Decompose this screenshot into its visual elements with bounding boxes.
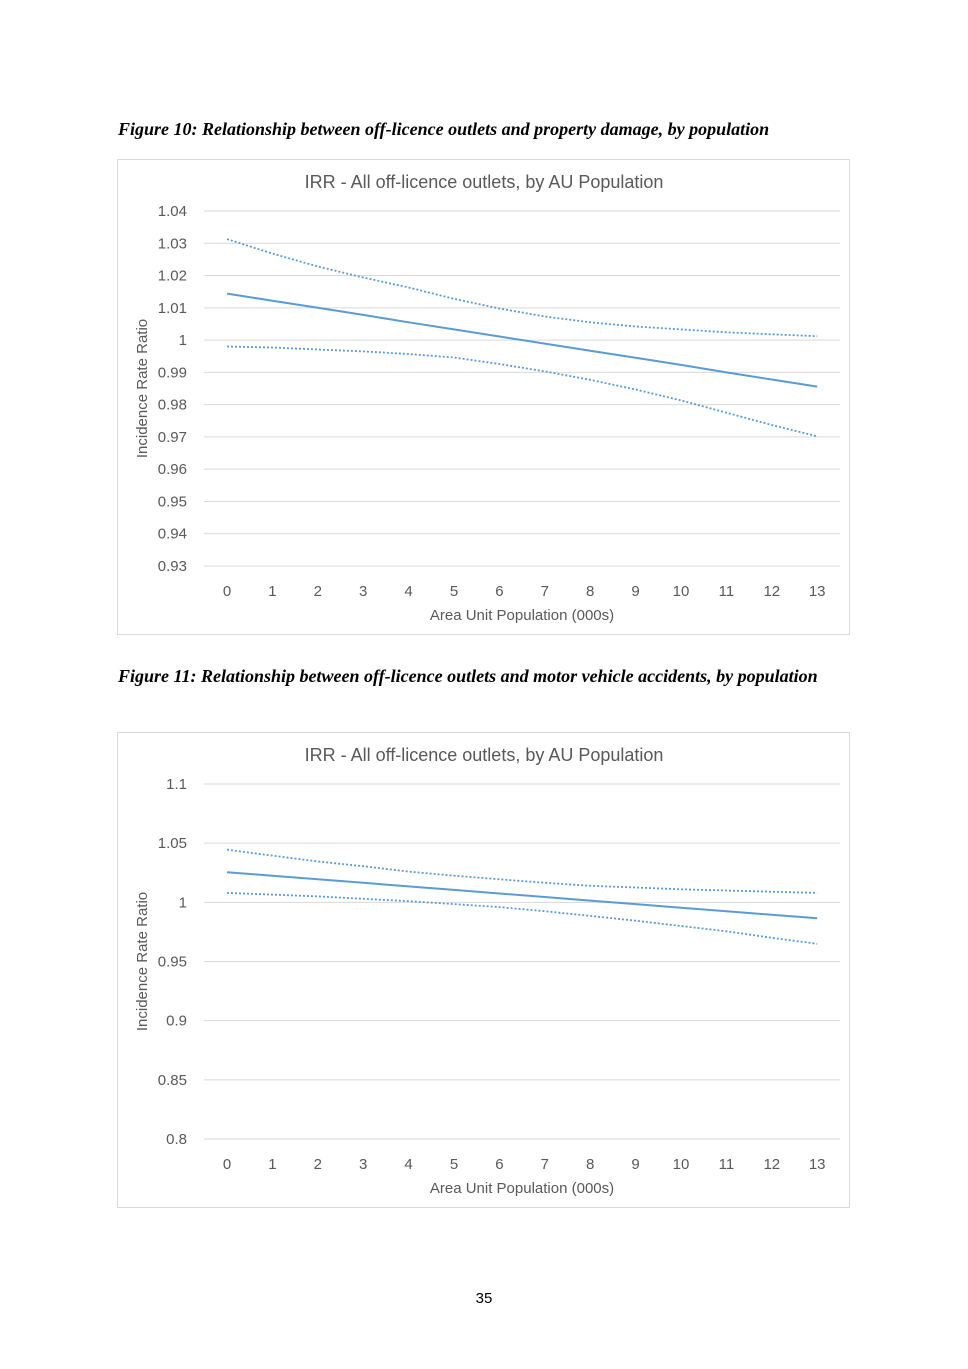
x-tick-label: 4 xyxy=(404,583,413,600)
x-tick-label: 11 xyxy=(718,1156,735,1173)
x-tick-label: 1 xyxy=(268,583,277,600)
y-tick-label: 1 xyxy=(178,894,187,912)
x-tick-label: 7 xyxy=(540,583,549,600)
x-tick-label: 13 xyxy=(808,583,826,600)
y-tick-label: 0.93 xyxy=(157,558,187,575)
series-line-irr xyxy=(227,872,817,918)
y-tick-label: 0.8 xyxy=(166,1131,187,1148)
x-tick-label: 6 xyxy=(495,1156,504,1173)
y-tick-label: 0.94 xyxy=(157,525,187,543)
y-tick-label: 1.05 xyxy=(157,835,187,853)
x-tick-label: 8 xyxy=(586,583,595,600)
chart-svg xyxy=(118,160,851,636)
x-tick-label: 9 xyxy=(631,1156,640,1173)
x-tick-label: 8 xyxy=(586,1156,595,1173)
y-tick-label: 0.9 xyxy=(166,1012,187,1030)
x-axis-label: Area Unit Population (000s) xyxy=(429,1180,615,1197)
x-tick-label: 3 xyxy=(359,1156,368,1173)
chart-title: IRR - All off-licence outlets, by AU Population xyxy=(304,745,664,765)
series-line-ci-bound xyxy=(227,893,817,944)
x-tick-label: 6 xyxy=(495,583,504,600)
series-line-ci-bound xyxy=(227,347,817,437)
y-tick-label: 0.95 xyxy=(157,493,187,511)
chart-svg xyxy=(118,733,851,1209)
x-tick-label: 0 xyxy=(222,583,232,600)
y-tick-label: 0.97 xyxy=(157,428,187,446)
y-tick-label: 1.1 xyxy=(166,776,187,793)
y-axis-label: Incidence Rate Ratio xyxy=(134,318,151,459)
x-tick-label: 13 xyxy=(808,1156,826,1173)
x-tick-label: 5 xyxy=(449,583,459,600)
series-line-ci-bound xyxy=(227,239,817,336)
y-tick-label: 0.96 xyxy=(157,461,187,479)
y-tick-label: 1.01 xyxy=(157,299,187,317)
y-tick-label: 0.85 xyxy=(157,1071,187,1089)
x-tick-label: 9 xyxy=(631,583,640,600)
x-tick-label: 7 xyxy=(540,1156,549,1173)
y-tick-label: 1 xyxy=(178,332,187,350)
x-tick-label: 5 xyxy=(449,1156,459,1173)
x-tick-label: 10 xyxy=(672,583,690,600)
chart-figure-10 xyxy=(117,159,850,635)
x-tick-label: 11 xyxy=(718,583,735,600)
x-tick-label: 1 xyxy=(268,1156,277,1173)
x-tick-label: 4 xyxy=(404,1156,413,1173)
x-tick-label: 2 xyxy=(313,583,322,600)
x-tick-label: 10 xyxy=(672,1156,690,1173)
chart-figure-11 xyxy=(117,732,850,1208)
y-tick-label: 1.02 xyxy=(157,267,187,285)
y-tick-label: 0.98 xyxy=(157,396,187,414)
chart-title: IRR - All off-licence outlets, by AU Population xyxy=(304,172,664,192)
figure-11-caption: Figure 11: Relationship between off-licence outlets and motor vehicle accidents, by population xyxy=(118,666,818,686)
x-tick-label: 3 xyxy=(359,583,368,600)
x-axis-label: Area Unit Population (000s) xyxy=(429,607,615,624)
y-axis-label: Incidence Rate Ratio xyxy=(134,891,151,1032)
page-number: 35 xyxy=(475,1290,493,1307)
y-tick-label: 1.04 xyxy=(157,203,187,220)
y-tick-label: 0.95 xyxy=(157,953,187,971)
series-line-ci-bound xyxy=(227,850,817,893)
y-tick-label: 0.99 xyxy=(157,364,187,382)
x-tick-label: 12 xyxy=(763,583,781,600)
x-tick-label: 0 xyxy=(222,1156,232,1173)
x-tick-label: 2 xyxy=(313,1156,322,1173)
figure-10-caption: Figure 10: Relationship between off-licence outlets and property damage, by population xyxy=(118,119,770,139)
y-tick-label: 1.03 xyxy=(157,235,187,253)
x-tick-label: 12 xyxy=(763,1156,781,1173)
